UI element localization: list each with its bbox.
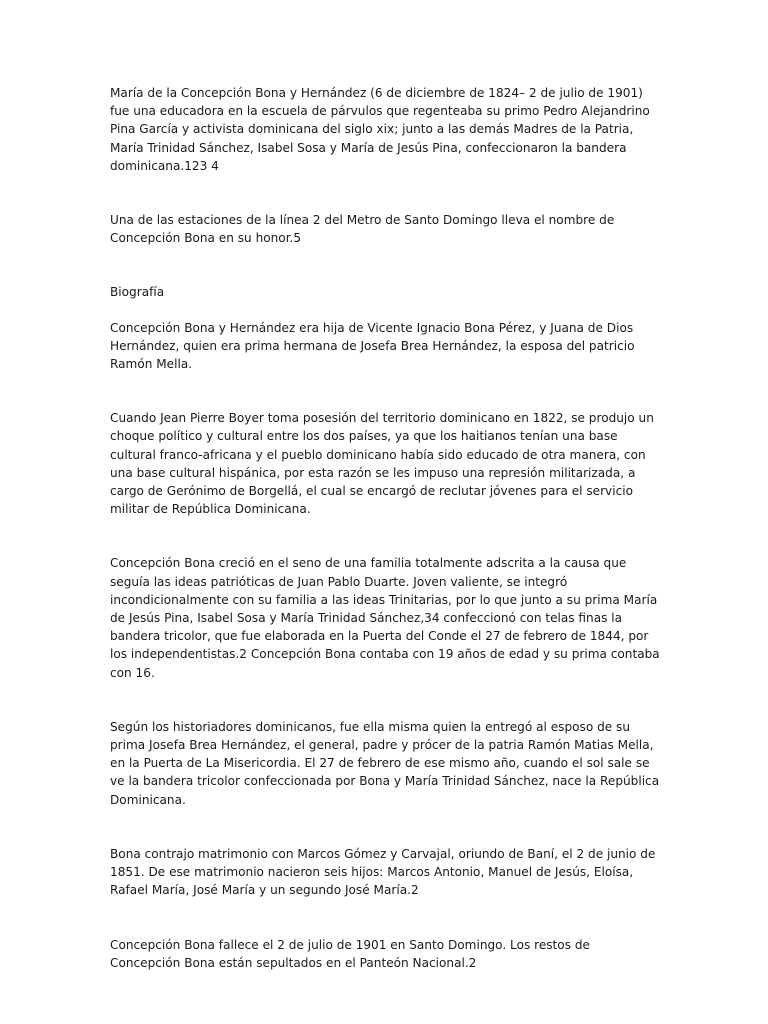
paragraph-spacer <box>110 900 662 936</box>
family-paragraph: Concepción Bona y Hernández era hija de Vicente Ignacio Bona Pérez, y Juana de Dios Hernández, quien era prima hermana de Josefa Brea Hernández, la esposa del patricio Ramón Mella. <box>110 320 635 372</box>
marriage-paragraph: Bona contrajo matrimonio con Marcos Gómez y Carvajal, oriundo de Baní, el 2 de junio de 1851. De ese matrimonio nacieron seis hijos: Marcos Antonio, Manuel de Jesús, Eloísa, Rafael María, José María y un segundo José María.2 <box>110 846 656 898</box>
document-page <box>110 84 662 972</box>
paragraph-spacer <box>110 518 662 554</box>
paragraph-spacer <box>110 682 662 718</box>
section-heading-biografia: Biografía <box>110 285 165 300</box>
paragraph-spacer <box>110 302 662 319</box>
paragraph-spacer <box>110 247 662 283</box>
death-paragraph: Concepción Bona fallece el 2 de julio de 1901 en Santo Domingo. Los restos de Concepción Bona están sepultados en el Panteón Nacional.2 <box>110 937 590 970</box>
paragraph-spacer <box>110 809 662 845</box>
metro-station-paragraph: Una de las estaciones de la línea 2 del Metro de Santo Domingo lleva el nombre de Concepción Bona en su honor.5 <box>110 213 615 246</box>
boyer-paragraph: Cuando Jean Pierre Boyer toma posesión del territorio dominicano en 1822, se produjo un choque político y cultural entre los dos países, ya que los haitianos tenían una base cultural franco-africana y el pueblo dominicano había sido educado de otra manera, con una base cultural hispánica, por esta razón se les impuso una represión militarizada, a cargo de Gerónimo de Borgellá, el cual se encargó de reclutar jóvenes para el servicio militar de República Dominicana. <box>110 411 654 517</box>
historians-paragraph: Según los historiadores dominicanos, fue ella misma quien la entregó al esposo de su prima Josefa Brea Hernández, el general, padre y prócer de la patria Ramón Matias Mella, en la Puerta de La Misericordia. El 27 de febrero de ese mismo año, cuando el sol sale se ve la bandera tricolor confeccionada por Bona y María Trinidad Sánchez, nace la República Dominicana. <box>110 719 660 807</box>
paragraph-spacer <box>110 373 662 409</box>
flag-paragraph: Concepción Bona creció en el seno de una familia totalmente adscrita a la causa que seguía las ideas patrióticas de Juan Pablo Duarte. Joven valiente, se integró incondicionalmente con su familia a las ideas Trinitarias, por lo que junto a su prima María de Jesús Pina, Isabel Sosa y María Trinidad Sánchez,34 confeccionó con telas finas la bandera tricolor, que fue elaborada en la Puerta del Conde el 27 de febrero de 1844, por los independentistas.2 Concepción Bona contaba con 19 años de edad y su prima contaba con 16. <box>110 556 660 680</box>
intro-paragraph: María de la Concepción Bona y Hernández (6 de diciembre de 1824– 2 de julio de 1901) fue una educadora en la escuela de párvulos que regenteaba su primo Pedro Alejandrino Pina García y activista dominicana del siglo xix; junto a las demás Madres de la Patria, María Trinidad Sánchez, Isabel Sosa y María de Jesús Pina, confeccionaron la bandera dominicana.123 4 <box>110 86 650 173</box>
paragraph-spacer <box>110 175 662 211</box>
